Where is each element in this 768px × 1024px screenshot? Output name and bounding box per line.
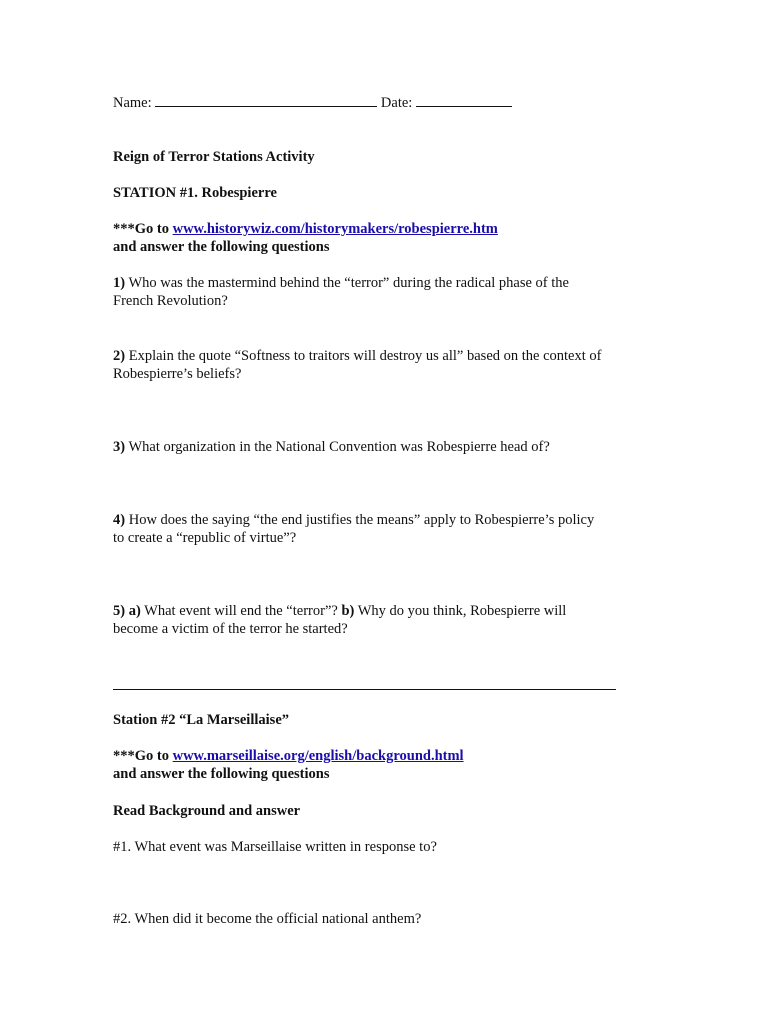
station2-goto	[113, 747, 464, 765]
q2-number: 2)	[113, 348, 126, 364]
name-blank-line[interactable]	[155, 93, 377, 107]
q5-part-a: a)	[125, 603, 141, 619]
station2-q2: #2. When did it become the official national anthem?	[113, 911, 422, 927]
q2-text: Explain the quote “Softness to traitors will destroy us all” based on the context of	[125, 348, 602, 364]
q5-part-b: b)	[341, 603, 355, 619]
section-divider	[113, 689, 616, 690]
q5-text-a: What event will end the “terror”?	[140, 603, 342, 619]
station1-q5	[113, 602, 566, 620]
q3-number: 3)	[113, 439, 126, 455]
station1-link[interactable]: www.historywiz.com/historymakers/robespierre.htm	[172, 221, 498, 237]
station1-q5-cont: become a victim of the terror he started?	[113, 621, 348, 637]
q5-text-b: Why do you think, Robespierre will	[354, 603, 567, 619]
name-date-row	[113, 93, 512, 112]
q4-text: How does the saying “the end justifies the means” apply to Robespierre’s policy	[125, 512, 595, 528]
station1-heading: STATION #1. Robespierre	[113, 185, 277, 201]
station2-goto-prefix: ***Go to	[113, 748, 169, 764]
station2-q1: #1. What event was Marseillaise written in response to?	[113, 839, 437, 855]
q5-number: 5)	[113, 603, 126, 619]
q1-number: 1)	[113, 275, 126, 291]
q1-text: Who was the mastermind behind the “terror” during the radical phase of the	[125, 275, 569, 291]
q4-number: 4)	[113, 512, 126, 528]
station2-link[interactable]: www.marseillaise.org/english/background.html	[172, 748, 464, 764]
document-title: Reign of Terror Stations Activity	[113, 149, 315, 165]
q3-text: What organization in the National Convention was Robespierre head of?	[125, 439, 550, 455]
station1-q4	[113, 511, 594, 529]
station1-q4-cont: to create a “republic of virtue”?	[113, 530, 297, 546]
station1-goto	[113, 220, 498, 238]
station1-q2	[113, 347, 601, 365]
date-blank-line[interactable]	[416, 93, 512, 107]
date-label: Date:	[380, 95, 413, 111]
station1-q1-cont: French Revolution?	[113, 293, 228, 309]
station1-goto-prefix: ***Go to	[113, 221, 169, 237]
name-label: Name:	[113, 95, 152, 111]
station1-q2-cont: Robespierre’s beliefs?	[113, 366, 242, 382]
station1-q3	[113, 438, 550, 456]
station2-instruction: and answer the following questions	[113, 766, 330, 782]
station2-read: Read Background and answer	[113, 803, 301, 819]
station1-instruction: and answer the following questions	[113, 239, 330, 255]
station2-heading: Station #2 “La Marseillaise”	[113, 712, 290, 728]
station1-q1	[113, 274, 569, 292]
